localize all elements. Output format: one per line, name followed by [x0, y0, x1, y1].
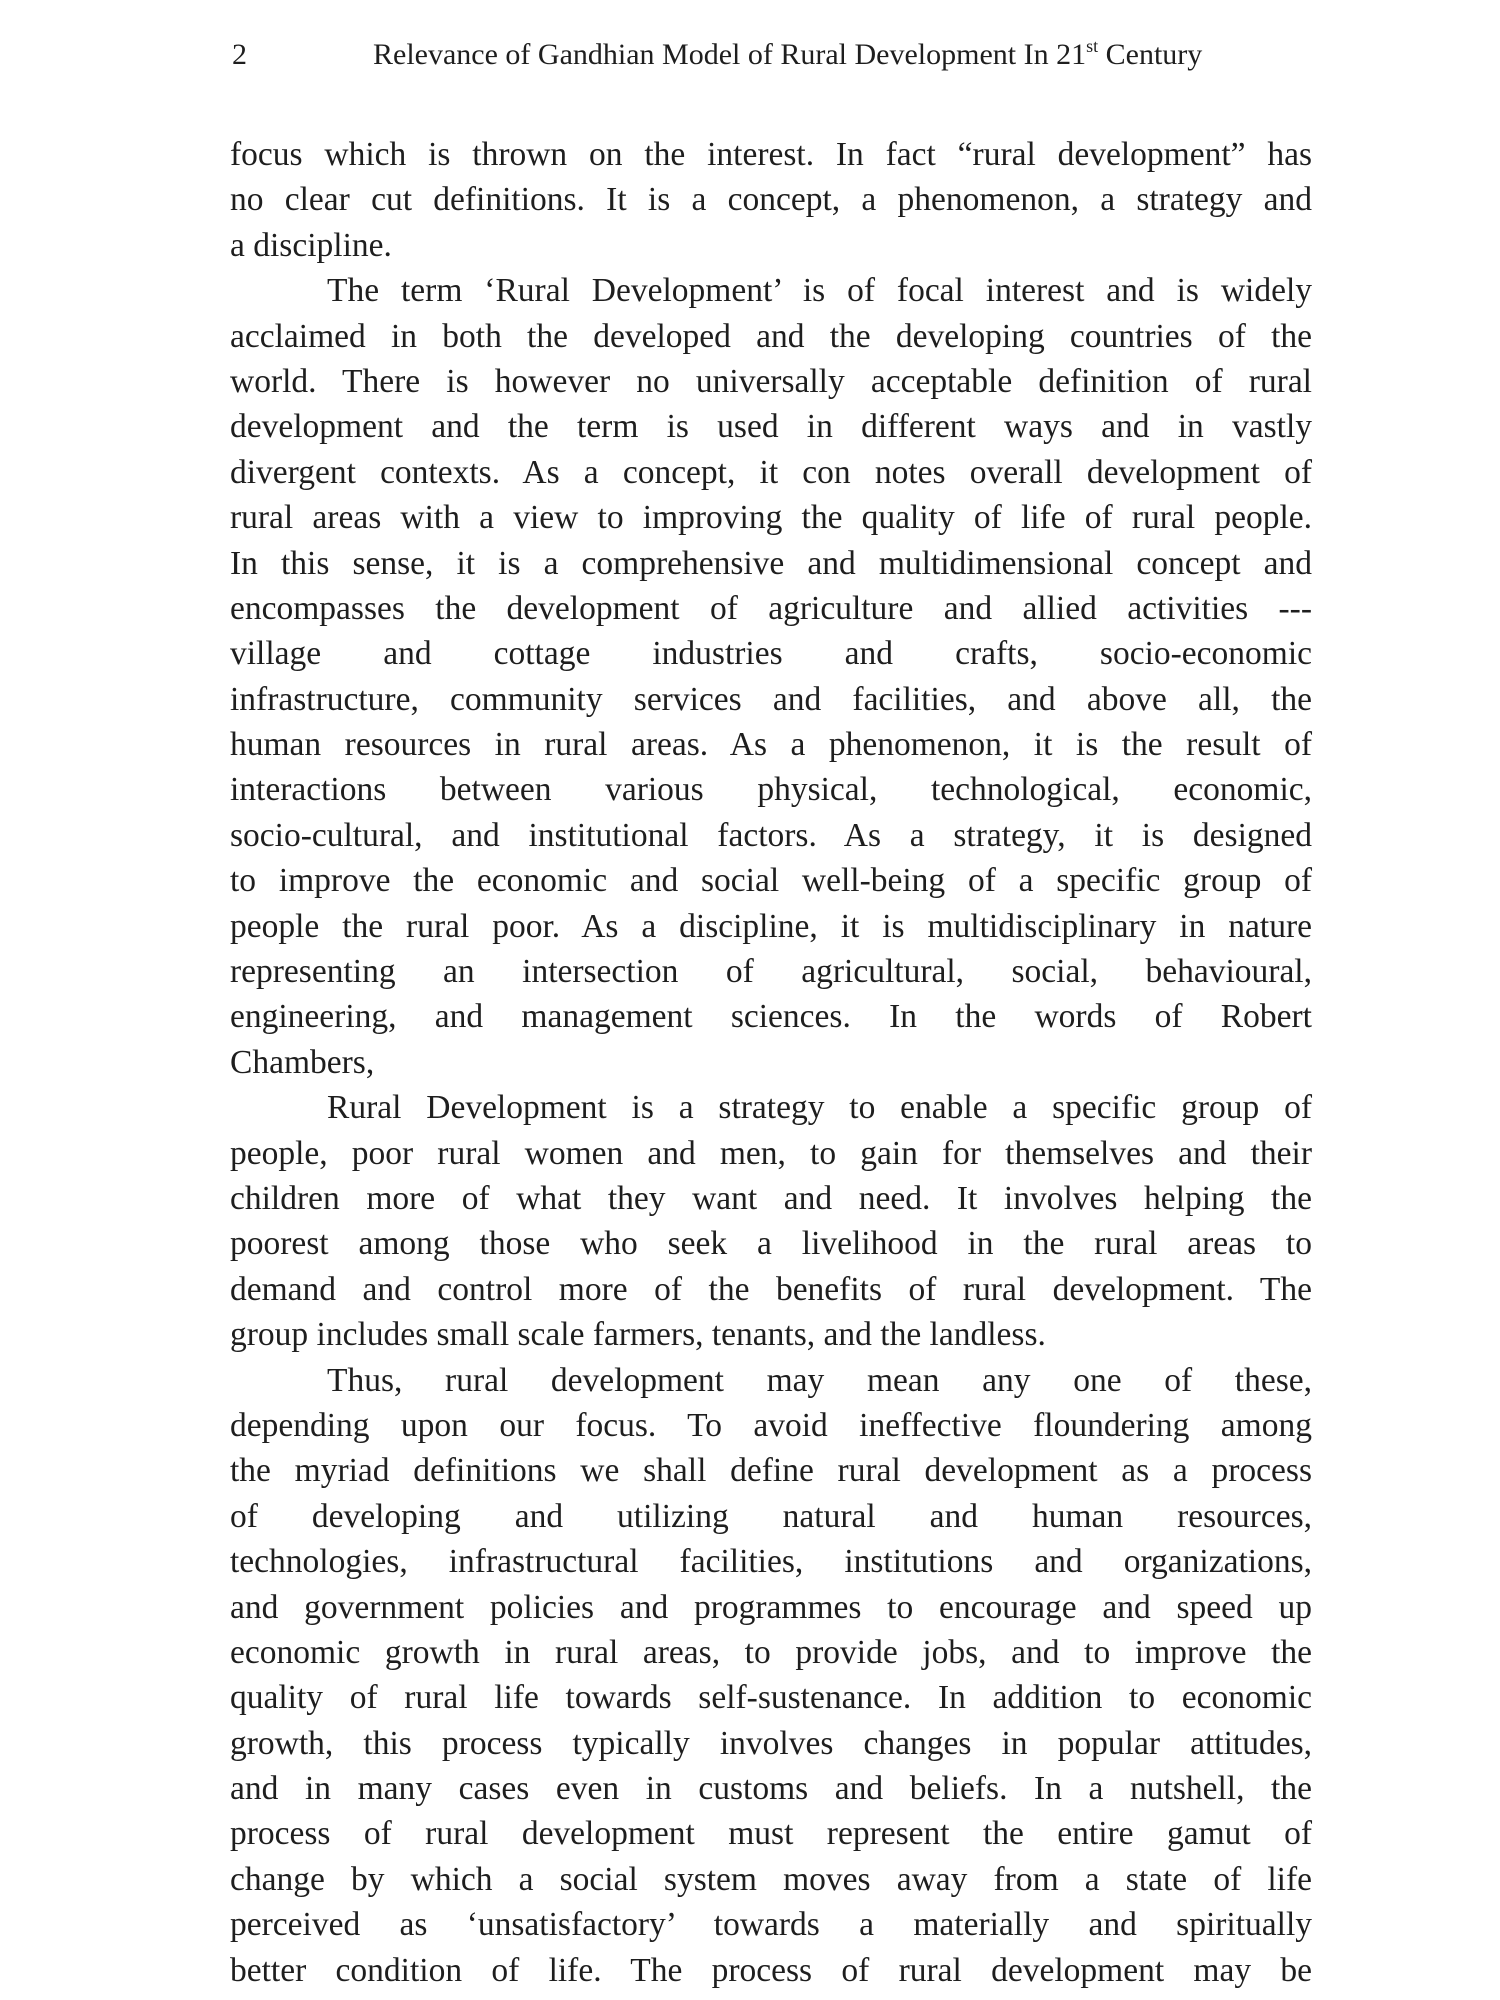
- body-text: [230, 132, 1312, 1993]
- page-number: 2: [232, 38, 247, 71]
- text-line: The term ‘Rural Development’ is of focal interest and is widely: [327, 272, 1312, 310]
- text-line: acclaimed in both the developed and the developing countries of the: [230, 317, 1312, 355]
- text-line: group includes small scale farmers, tenants, and the landless.: [230, 1316, 1046, 1354]
- text-line: growth, this process typically involves changes in popular attitudes,: [230, 1724, 1312, 1762]
- text-line: to improve the economic and social well-being of a specific group of: [230, 862, 1312, 900]
- text-line: rural areas with a view to improving the quality of life of rural people.: [230, 499, 1312, 537]
- running-title: [373, 38, 1202, 72]
- text-line: engineering, and management sciences. In the words of Robert: [230, 998, 1312, 1036]
- text-line: poorest among those who seek a livelihood in the rural areas to: [230, 1225, 1312, 1263]
- text-line: the myriad definitions we shall define rural development as a process: [230, 1452, 1312, 1490]
- text-line: technologies, infrastructural facilities, institutions and organizations,: [230, 1543, 1312, 1581]
- text-line: representing an intersection of agricultural, social, behavioural,: [230, 953, 1312, 991]
- running-title-main: Relevance of Gandhian Model of Rural Development In 21: [373, 38, 1087, 71]
- text-line: process of rural development must represent the entire gamut of: [230, 1815, 1312, 1853]
- text-line: focus which is thrown on the interest. In fact “rural development” has: [230, 136, 1312, 173]
- text-line: economic growth in rural areas, to provide jobs, and to improve the: [230, 1633, 1312, 1671]
- text-line: demand and control more of the benefits of rural development. The: [230, 1270, 1312, 1308]
- text-line: socio-cultural, and institutional factors. As a strategy, it is designed: [230, 816, 1312, 854]
- text-line: people the rural poor. As a discipline, it is multidisciplinary in nature: [230, 907, 1312, 945]
- text-line: and in many cases even in customs and beliefs. In a nutshell, the: [230, 1770, 1312, 1808]
- text-line: infrastructure, community services and facilities, and above all, the: [230, 680, 1312, 718]
- text-line: encompasses the development of agriculture and allied activities ---: [230, 589, 1312, 627]
- text-line: no clear cut definitions. It is a concept, a phenomenon, a strategy and: [230, 181, 1312, 219]
- text-line: children more of what they want and need. It involves helping the: [230, 1179, 1312, 1217]
- text-line: quality of rural life towards self-sustenance. In addition to economic: [230, 1679, 1312, 1717]
- running-title-end: Century: [1098, 38, 1203, 71]
- text-line: world. There is however no universally acceptable definition of rural: [230, 362, 1312, 400]
- text-line: interactions between various physical, technological, economic,: [230, 771, 1312, 809]
- text-line: of developing and utilizing natural and human resources,: [230, 1497, 1312, 1535]
- text-line: perceived as ‘unsatisfactory’ towards a materially and spiritually: [230, 1906, 1312, 1944]
- text-line: Thus, rural development may mean any one of these,: [327, 1361, 1312, 1399]
- text-line: a discipline.: [230, 226, 392, 264]
- running-title-superscript: st: [1086, 36, 1099, 56]
- text-line: village and cottage industries and crafts, socio-economic: [230, 635, 1312, 673]
- text-line: people, poor rural women and men, to gain for themselves and their: [230, 1134, 1312, 1172]
- text-line: Chambers,: [230, 1043, 375, 1081]
- text-line: Rural Development is a strategy to enable a specific group of: [327, 1089, 1312, 1127]
- text-line: change by which a social system moves away from a state of life: [230, 1860, 1312, 1898]
- text-line: depending upon our focus. To avoid ineffective floundering among: [230, 1406, 1312, 1444]
- text-line: divergent contexts. As a concept, it con notes overall development of: [230, 453, 1312, 491]
- text-line: human resources in rural areas. As a phenomenon, it is the result of: [230, 726, 1312, 764]
- text-line: In this sense, it is a comprehensive and multidimensional concept and: [230, 544, 1312, 582]
- text-line: and government policies and programmes to encourage and speed up: [230, 1588, 1312, 1626]
- text-line: better condition of life. The process of rural development may be: [230, 1951, 1312, 1989]
- running-header: [232, 38, 1312, 78]
- text-line: development and the term is used in different ways and in vastly: [230, 408, 1312, 446]
